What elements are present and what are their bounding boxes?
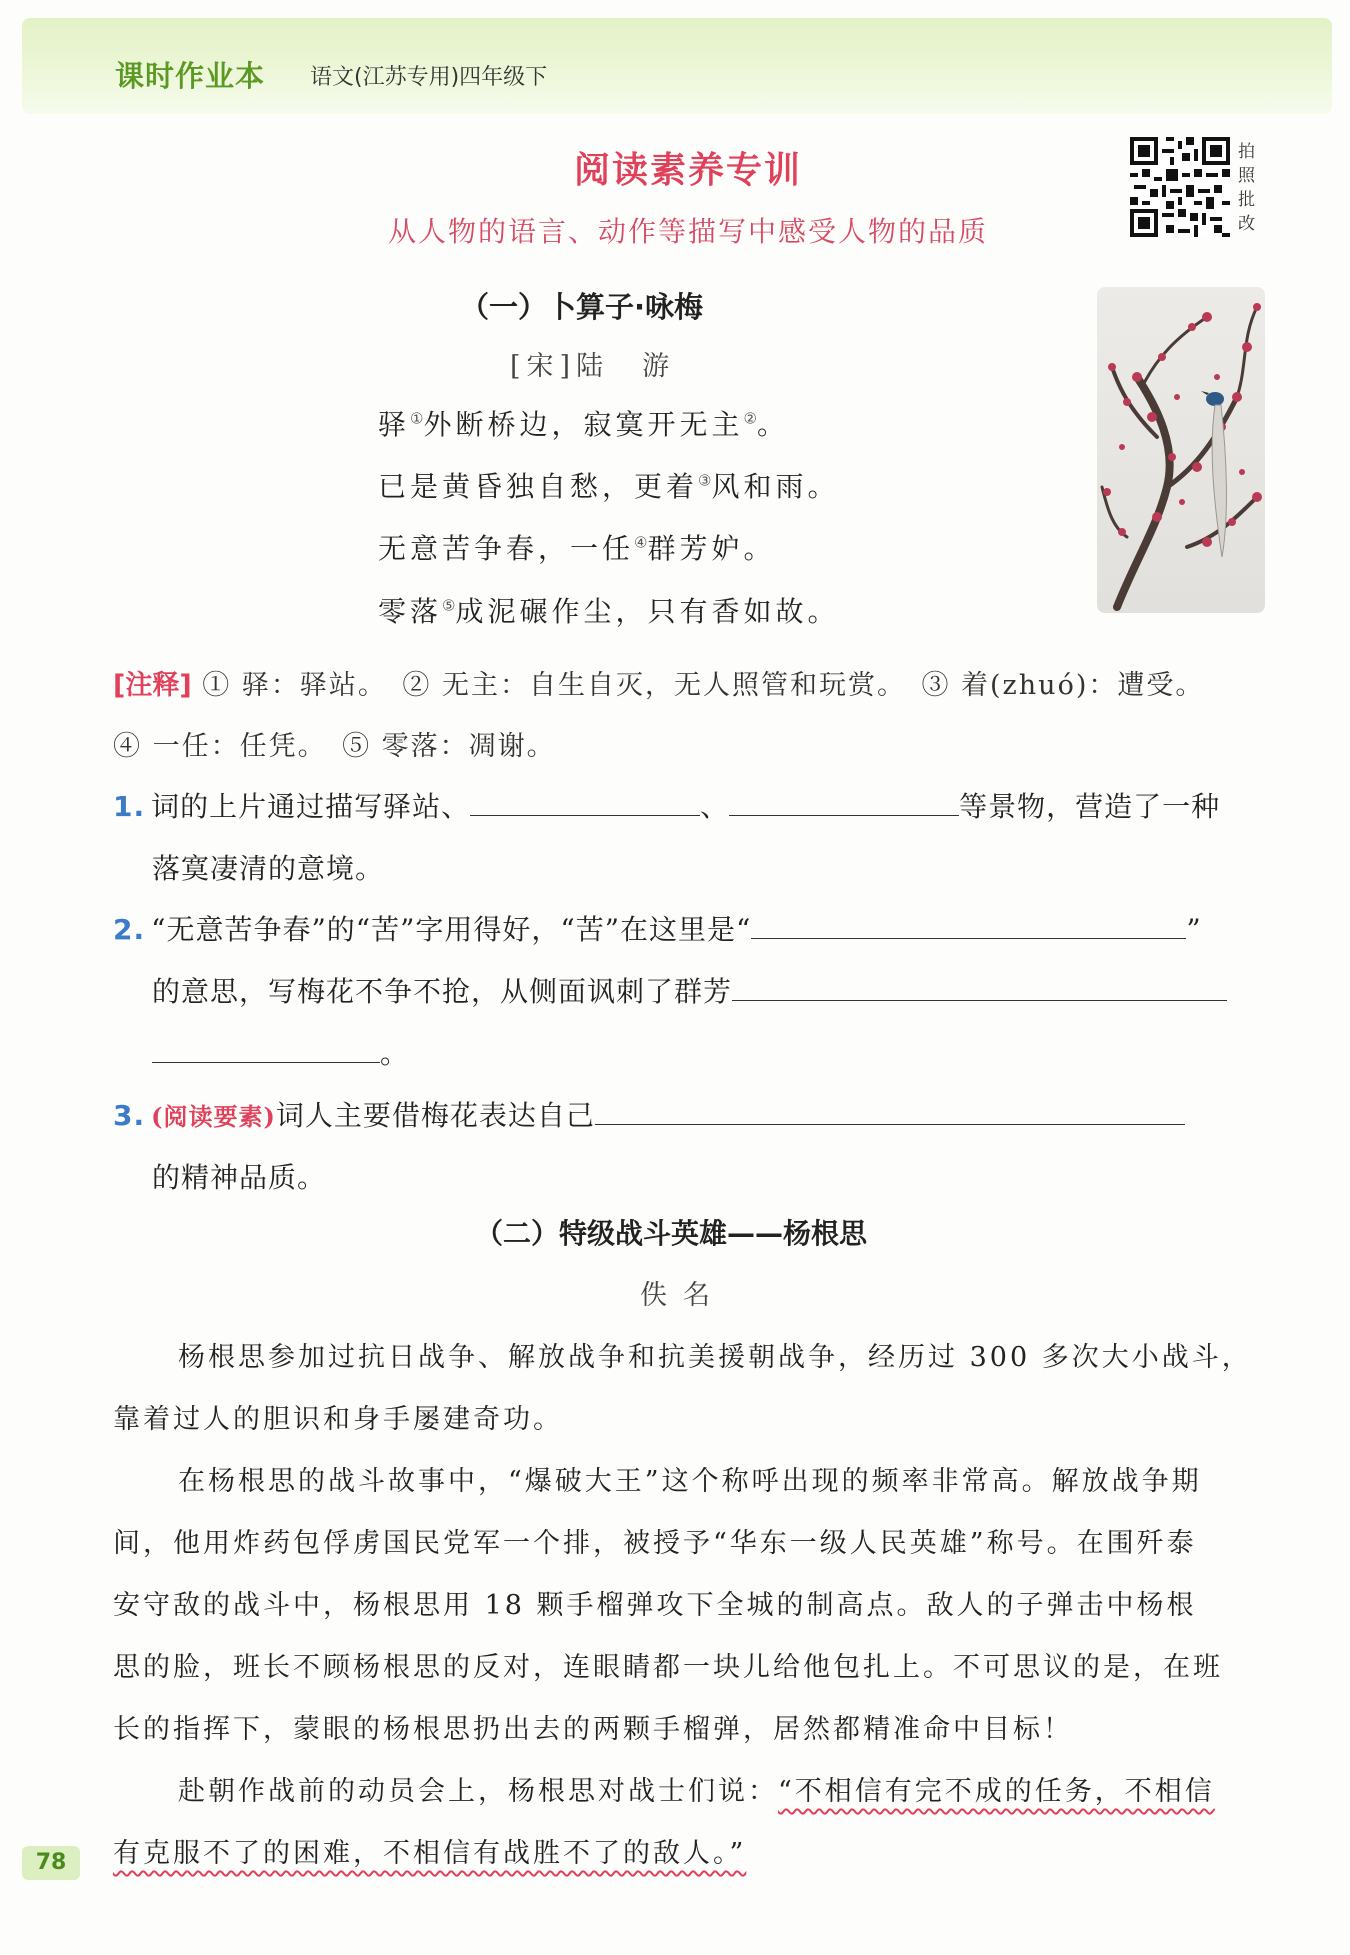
plum-blossom-painting-icon (1097, 287, 1265, 613)
story-line: 安守敌的战斗中，杨根思用 18 颗手榴弹攻下全城的制高点。敌人的子弹击中杨根 (113, 1590, 1197, 1621)
page-number: 78 (22, 1846, 80, 1880)
question-1: 1. 词的上片通过描写驿站、 、 等景物，营造了一种 (113, 785, 1220, 825)
poem-author: [宋]陆 游 (510, 351, 676, 382)
story-line: 在杨根思的战斗故事中，“爆破大王”这个称呼出现的频率非常高。解放战争期 (178, 1466, 1202, 1497)
answer-blank[interactable] (729, 787, 959, 816)
story-line: 杨根思参加过抗日战争、解放战争和抗美援朝战争，经历过 300 多次大小战斗， (178, 1342, 1252, 1373)
highlighted-quote: 有克服不了的困难，不相信有战胜不了的敌人。” (113, 1838, 747, 1869)
story-line: 间，他用炸药包俘虏国民党军一个排，被授予“华东一级人民英雄”称号。在围歼泰 (113, 1528, 1197, 1559)
answer-blank[interactable] (751, 910, 1186, 939)
story-line: 思的脸，班长不顾杨根思的反对，连眼睛都一块儿给他包扎上。不可思议的是，在班 (113, 1652, 1223, 1683)
story-title: （二）特级战斗英雄——杨根思 (475, 1217, 868, 1250)
poem-line: 零落⑤成泥碾作尘，只有香如故。 (378, 595, 840, 628)
answer-blank[interactable] (732, 972, 1227, 1001)
question-2: 2. “无意苦争春”的“苦”字用得好，“苦”在这里是“ ” (113, 908, 1202, 948)
notes-line-1: [注释] ① 驿：驿站。 ② 无主：自生自灭，无人照管和玩赏。 ③ 着(zhuó)：遭受。 (113, 670, 1205, 701)
story-line: 赴朝作战前的动员会上，杨根思对战士们说：“不相信有完不成的任务，不相信 (178, 1776, 1215, 1807)
answer-blank[interactable] (595, 1096, 1185, 1125)
story-line: 靠着过人的胆识和身手屡建奇功。 (113, 1404, 563, 1435)
notes-line-2: ④ 一任：任凭。 ⑤ 零落：凋谢。 (113, 731, 556, 762)
question-3-cont: 的精神品质。 (152, 1161, 327, 1194)
story-author: 佚名 (640, 1280, 726, 1311)
book-title: 语文(江苏专用)四年级下 (310, 65, 548, 90)
answer-blank[interactable] (470, 787, 700, 816)
poem-line: 已是黄昏独自愁，更着③风和雨。 (378, 470, 840, 503)
question-2-cont-2: 。 (152, 1032, 409, 1072)
story-line: 长的指挥下，蒙眼的杨根思扔出去的两颗手榴弹，居然都精准命中目标！ (113, 1714, 1073, 1745)
answer-blank[interactable] (152, 1034, 380, 1063)
qr-label: 拍照批改 (1238, 142, 1255, 234)
poem-title: （一）卜算子·咏梅 (460, 290, 704, 324)
story-line (113, 1831, 746, 1870)
poem-line: 无意苦争春，一任④群芳妒。 (378, 532, 776, 565)
question-3: 3. (阅读要素)词人主要借梅花表达自己 (113, 1094, 1185, 1134)
question-1-cont: 落寞凄清的意境。 (152, 852, 385, 885)
qr-code-icon[interactable] (1130, 137, 1230, 237)
section-title: 阅读素养专训 (573, 150, 802, 191)
section-subtitle: 从人物的语言、动作等描写中感受人物的品质 (387, 215, 988, 248)
highlighted-quote: “不相信有完不成的任务，不相信 (778, 1776, 1215, 1807)
poem-line: 驿①外断桥边，寂寞开无主②。 (378, 408, 789, 441)
series-title: 课时作业本 (115, 59, 266, 93)
question-2-cont: 的意思，写梅花不争不抢，从侧面讽刺了群芳 (152, 970, 1227, 1010)
